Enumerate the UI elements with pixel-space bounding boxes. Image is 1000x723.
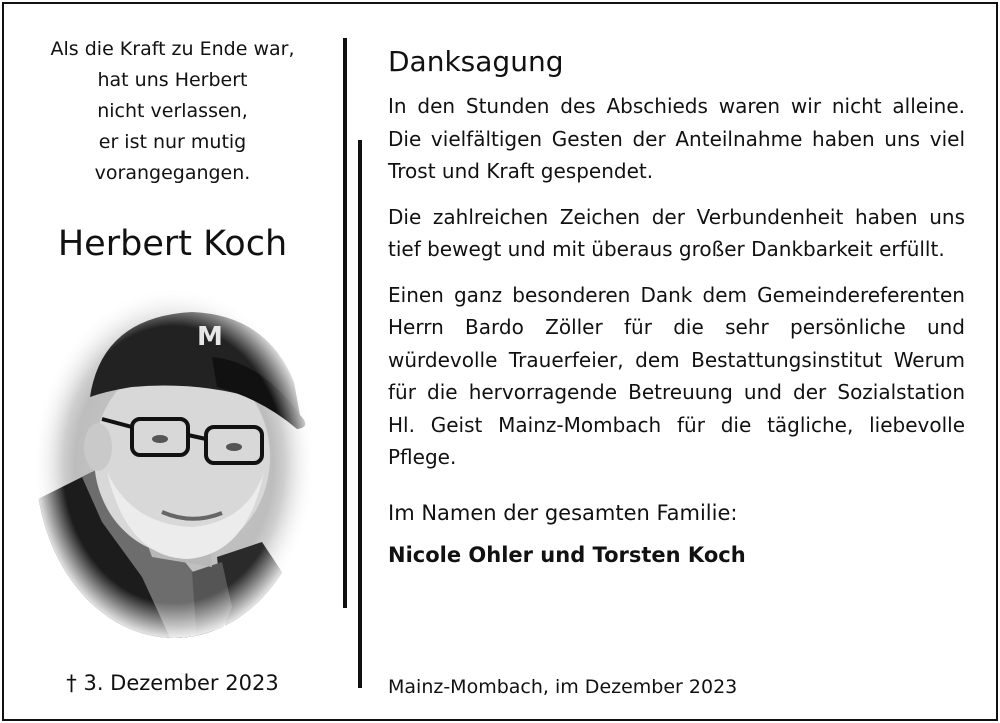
poem-line: er ist nur mutig: [98, 131, 247, 153]
deceased-name: Herbert Koch: [57, 224, 288, 264]
poem-line: vorangegangen.: [94, 162, 251, 184]
signers: Nicole Ohler und Torsten Koch: [388, 543, 746, 567]
vertical-rule: [343, 38, 347, 608]
paragraph: Einen ganz besonderen Dank dem Gemeindereferenten Herrn Bardo Zöller für die sehr persönliche und würdevolle Trauerfeier, dem Bestattungsinstitut Werum für die hervorragende Betreuung und der Sozialstation Hl. Geist Mainz-Mombach für die tägliche, liebevolle Pflege.: [388, 282, 965, 469]
vertical-rule: [358, 140, 362, 688]
poem-line: hat uns Herbert: [97, 69, 248, 91]
place-date: Mainz-Mombach, im Dezember 2023: [388, 676, 738, 698]
paragraph: In den Stunden des Abschieds waren wir nicht alleine. Die vielfältigen Gesten der Anteilnahme haben uns viel Trost und Kraft gespendet.: [388, 94, 965, 183]
death-date: † 3. Dezember 2023: [66, 671, 279, 695]
portrait-photo: [32, 287, 316, 642]
poem-line: nicht verlassen,: [97, 100, 248, 122]
notice-title: Danksagung: [388, 45, 564, 78]
thank-you-text: [388, 42, 965, 572]
family-greeting: Im Namen der gesamten Familie:: [388, 500, 738, 525]
paragraph: Die zahlreichen Zeichen der Verbundenheit haben uns tief bewegt und mit überaus großer Dankbarkeit erfüllt.: [388, 204, 965, 261]
poem: [20, 34, 325, 189]
poem-line: Als die Kraft zu Ende war,: [50, 38, 295, 60]
